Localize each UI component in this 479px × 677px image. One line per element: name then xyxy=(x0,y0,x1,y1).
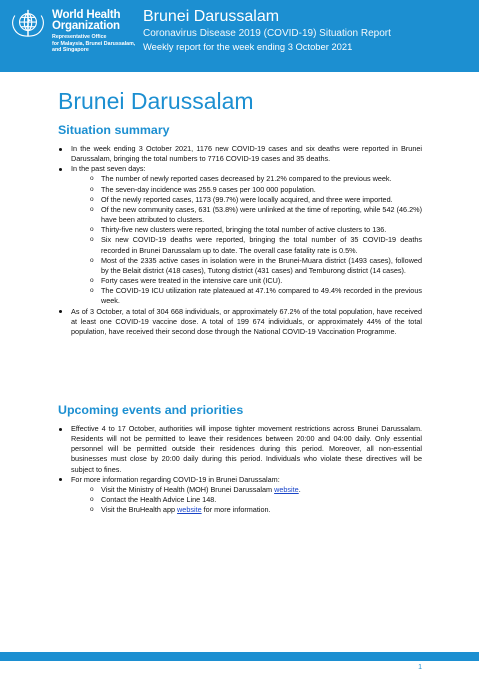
list-item: o Contact the Health Advice Line 148. xyxy=(71,495,422,505)
report-header xyxy=(0,0,479,72)
who-emblem-icon xyxy=(9,8,47,38)
list-item: As of 3 October, a total of 304 668 individuals, or approximately 67.2% of the total population, have received at least one COVID-19 vaccine dose. A total of 199 674 individuals, or approximately 44% of the total population, have received their second dose through the National COVID-19 Vaccination Programme. xyxy=(58,307,422,337)
header-report-week: Weekly report for the week ending 3 October 2021 xyxy=(143,41,353,52)
list-item: In the week ending 3 October 2021, 1176 new COVID-19 cases and six deaths were reported in Brunei Darussalam, bringing the total numbers to 7716 COVID-19 cases and 35 deaths. xyxy=(58,144,422,164)
list-item: o Visit the BruHealth app website for more information. xyxy=(71,505,422,515)
header-country: Brunei Darussalam xyxy=(143,8,280,25)
list-item: o The COVID-19 ICU utilization rate plateaued at 47.1% compared to 49.4% recorded in the previous week. xyxy=(71,286,422,306)
who-logo xyxy=(9,8,134,64)
org-rep-office: Representative Office for Malaysia, Brunei Darussalam, and Singapore xyxy=(52,34,136,54)
list-item: For more information regarding COVID-19 in Brunei Darussalam: o Visit the Ministry of Health (MOH) Brunei Darussalam website. o Contact the Health Advice Line 148. o Visit the BruHealth app website for more information. xyxy=(58,475,422,516)
header-report-title: Coronavirus Disease 2019 (COVID-19) Situation Report xyxy=(143,28,391,39)
list-item: In the past seven days: o The number of newly reported cases decreased by 21.2% compared to the previous week. o The seven-day incidence was 255.9 cases per 100 000 population. o Of the newly reported cases, 1173 (99.7%) were locally acquired, and three were imported. o Of the new community cases, 631 (53.8%) were unlinked at the time of reporting, while 542 (46.2%) have been attributed to clusters. o Thirty-five new clusters were reported, bringing the total number of active clusters to 136. o Six new COVID-19 deaths were reported, bringing the total number of 35 COVID-19 deaths recorded in Brunei Darussalam up to date. The overall case fatality rate is 0.5%. o Most of the 2335 active cases in isolation were in the Brunei-Muara district (1493 cases), followed by the Belait district (418 cases), Tutong district (431 cases) and Temburong district (14 cases). o Forty cases were treated in the intensive care unit (ICU). o The COVID-19 ICU utilization rate plateaued at 47.1% compared to 49.4% recorded in the previous week. xyxy=(58,164,422,306)
list-item: o The number of newly reported cases decreased by 21.2% compared to the previous week. xyxy=(71,174,422,184)
situation-summary-heading: Situation summary xyxy=(58,123,170,137)
list-item: o Forty cases were treated in the intensive care unit (ICU). xyxy=(71,276,422,286)
upcoming-events-body xyxy=(58,424,422,515)
page-number: 1 xyxy=(418,664,422,671)
list-item: o Six new COVID-19 deaths were reported, bringing the total number of 35 COVID-19 deaths recorded in Brunei Darussalam up to date. The overall case fatality rate is 0.5%. xyxy=(71,235,422,255)
list-item: o The seven-day incidence was 255.9 cases per 100 000 population. xyxy=(71,185,422,195)
list-item: o Thirty-five new clusters were reported, bringing the total number of active clusters to 136. xyxy=(71,225,422,235)
footer-bar xyxy=(0,652,479,661)
list-item: o Visit the Ministry of Health (MOH) Brunei Darussalam website. xyxy=(71,485,422,495)
situation-summary-body xyxy=(58,144,422,337)
org-name: World Health Organization xyxy=(52,9,121,32)
list-item: o Of the newly reported cases, 1173 (99.7%) were locally acquired, and three were imported. xyxy=(71,195,422,205)
moh-website-link[interactable]: website xyxy=(274,484,299,494)
list-item: Effective 4 to 17 October, authorities will impose tighter movement restrictions across Brunei Darussalam. Residents will not be permitted to leave their residences between 20:00 and 04:00 daily. Only essential personnel will be permitted outside their residences during this period. Moreover, all non-essential businesses must close by 20:00 daily during this period. Individuals who violate these directives will be subject to fines. xyxy=(58,424,422,475)
page-title: Brunei Darussalam xyxy=(58,88,254,114)
bruhealth-website-link[interactable]: website xyxy=(177,505,202,515)
list-item: o Most of the 2335 active cases in isolation were in the Brunei-Muara district (1493 cases), followed by the Belait district (418 cases), Tutong district (431 cases) and Temburong district (14 cases). xyxy=(71,256,422,276)
upcoming-events-heading: Upcoming events and priorities xyxy=(58,403,244,417)
list-item: o Of the new community cases, 631 (53.8%) were unlinked at the time of reporting, while 542 (46.2%) have been attributed to clusters. xyxy=(71,205,422,225)
